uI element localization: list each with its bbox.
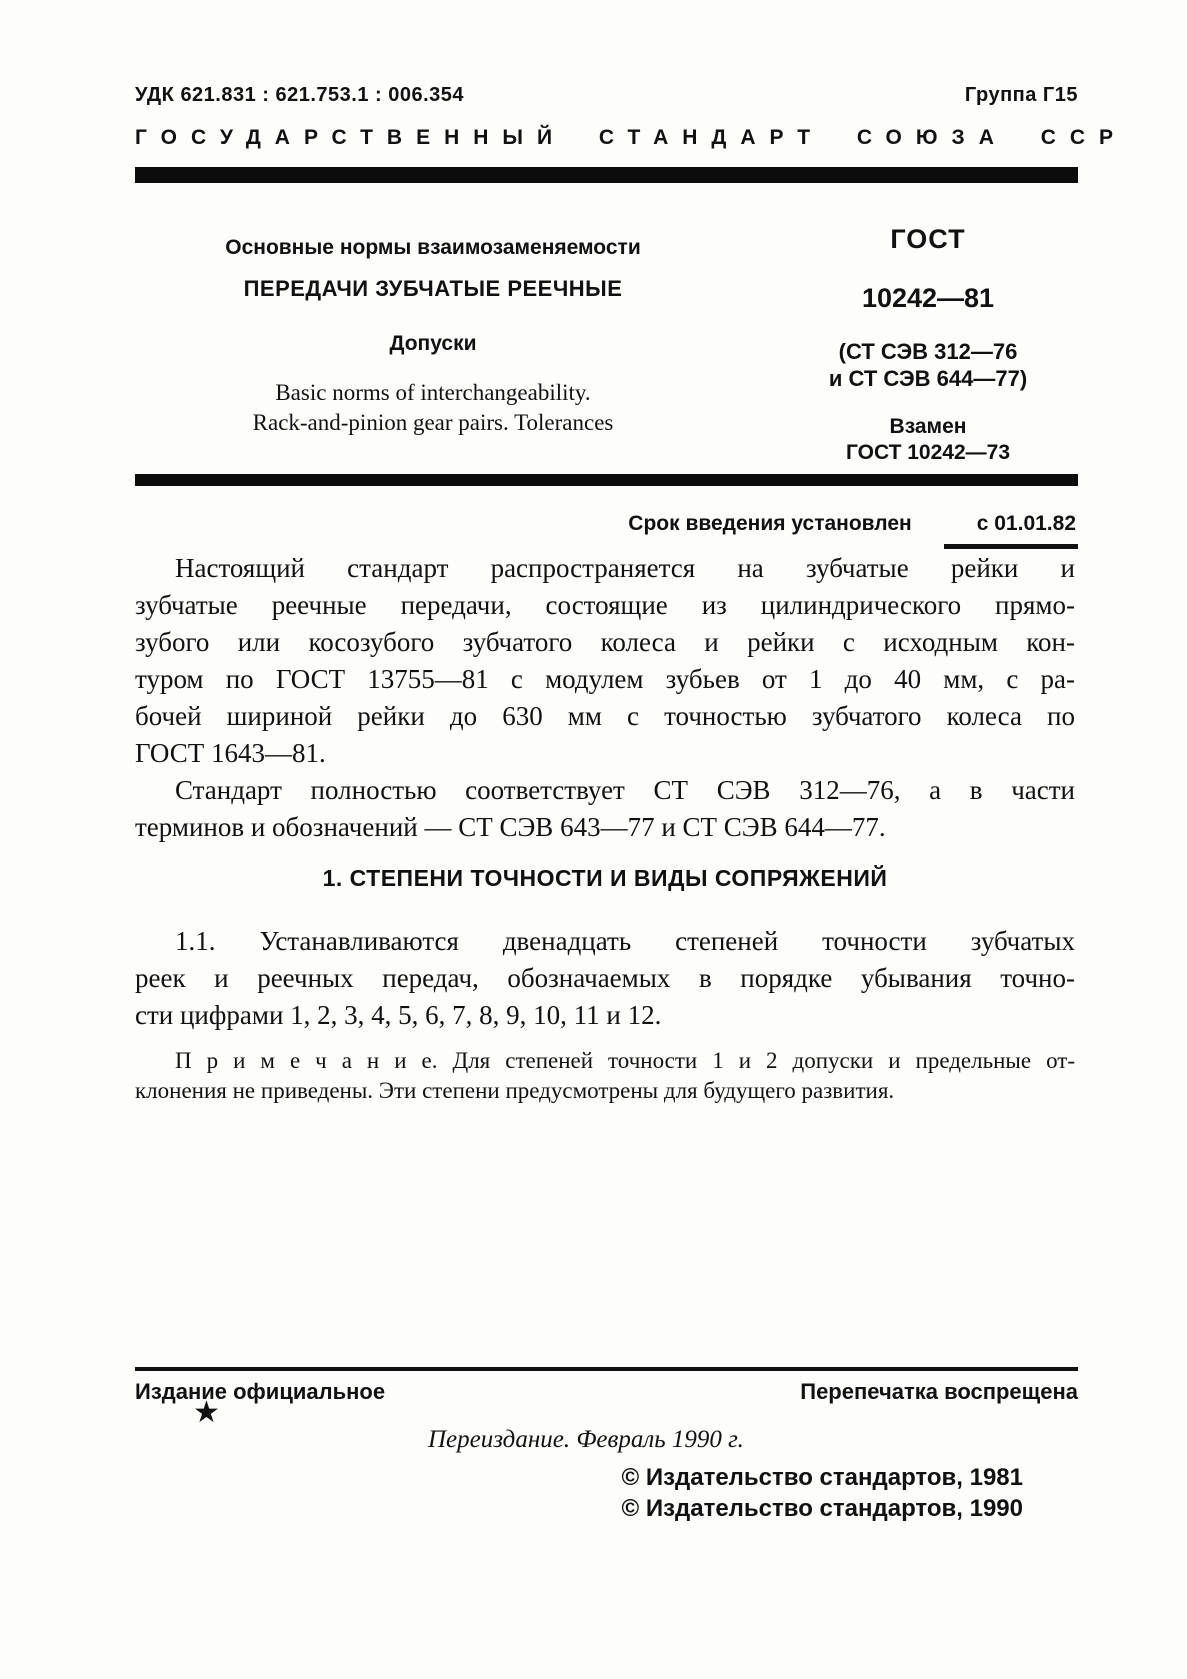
designation-block xyxy=(778,212,1078,466)
effective-date-row xyxy=(135,512,1078,549)
paragraph-1-1 xyxy=(135,923,1075,1034)
divider-bar-top xyxy=(135,167,1078,183)
note-paragraph xyxy=(135,1046,1075,1106)
official-edition-label: Издание официальное xyxy=(135,1379,386,1404)
text-line: зубчатые реечные передачи, состоящие из цилиндрического прямо- xyxy=(135,590,1075,620)
text-line: 1.1. Устанавливаются двенадцать степеней точности зубчатых xyxy=(175,926,1075,956)
text-line: зубого или косозубого зубчатого колеса и рейки с исходным кон- xyxy=(135,627,1075,657)
gost-label: ГОСТ xyxy=(890,224,966,254)
gost-number: 10242—81 xyxy=(861,283,995,313)
text-line: Настоящий стандарт распространяется на зубчатые рейки и xyxy=(175,553,1075,583)
footer-rule xyxy=(135,1367,1078,1371)
reissue-line: Переиздание. Февраль 1990 г. xyxy=(428,1426,744,1453)
star-icon: ★ xyxy=(193,1396,220,1429)
text-line: ГОСТ 1643—81. xyxy=(135,738,326,768)
title-en-line2: Rack-and-pinion gear pairs. Tolerances xyxy=(252,410,614,435)
tolerances-ru: Допуски xyxy=(389,332,477,355)
subtitle-ru: Основные нормы взаимозаменяемости xyxy=(225,236,641,259)
body-paragraph-2 xyxy=(135,772,1075,846)
title-ru: ПЕРЕДАЧИ ЗУБЧАТЫЕ РЕЕЧНЫЕ xyxy=(243,276,623,301)
body-paragraph-1 xyxy=(135,550,1075,772)
reprint-prohibited-label: Перепечатка воспрещена xyxy=(800,1379,1078,1404)
gosstandart-title: ГОСУДАРСТВЕННЫЙ СТАНДАРТ СОЮЗА ССР xyxy=(135,126,1128,149)
title-block xyxy=(135,212,731,466)
header-row xyxy=(135,84,1078,107)
text-line: Стандарт полностью соответствует СТ СЭВ 312—76, а в части xyxy=(175,775,1075,805)
text-line: П р и м е ч а н и е. Для степеней точности 1 и 2 допуски и предельные от- xyxy=(175,1048,1075,1073)
effective-date-value: с 01.01.82 xyxy=(944,512,1078,549)
st-sev-line1: (СТ СЭВ 312—76 xyxy=(838,339,1018,364)
text-line: сти цифрами 1, 2, 3, 4, 5, 6, 7, 8, 9, 10, 11 и 12. xyxy=(135,1000,662,1030)
copyright-1990: © Издательство стандартов, 1990 xyxy=(621,1495,1023,1522)
text-line: бочей шириной рейки до 630 мм с точностью зубчатого колеса по xyxy=(135,701,1075,731)
copyright-block xyxy=(135,1462,1023,1524)
text-line: реек и реечных передач, обозначаемых в порядке убывания точно- xyxy=(135,963,1075,993)
divider-bar-middle xyxy=(135,474,1078,486)
title-en-line1: Basic norms of interchangeability. xyxy=(275,380,591,405)
text-line: терминов и обозначений — СТ СЭВ 643—77 и СТ СЭВ 644—77. xyxy=(135,812,886,842)
st-sev-line2: и СТ СЭВ 644—77) xyxy=(828,366,1028,391)
footer-row xyxy=(135,1379,1078,1405)
section-1-heading: 1. СТЕПЕНИ ТОЧНОСТИ И ВИДЫ СОПРЯЖЕНИЙ xyxy=(322,865,888,891)
udk-label: УДК 621.831 : 621.753.1 : 006.354 xyxy=(135,84,465,106)
replaces-number: ГОСТ 10242—73 xyxy=(845,441,1011,464)
effective-date-label: Срок введения установлен xyxy=(628,512,912,535)
group-label: Группа Г15 xyxy=(964,84,1078,106)
body-text xyxy=(135,550,1075,1106)
text-line: клонения не приведены. Эти степени предусмотрены для будущего развития. xyxy=(135,1078,895,1103)
text-line: туром по ГОСТ 13755—81 с модулем зубьев от 1 до 40 мм, с ра- xyxy=(135,664,1075,694)
copyright-1981: © Издательство стандартов, 1981 xyxy=(621,1464,1023,1491)
masthead xyxy=(135,212,1078,466)
replaces-label: Взамен xyxy=(889,415,967,438)
